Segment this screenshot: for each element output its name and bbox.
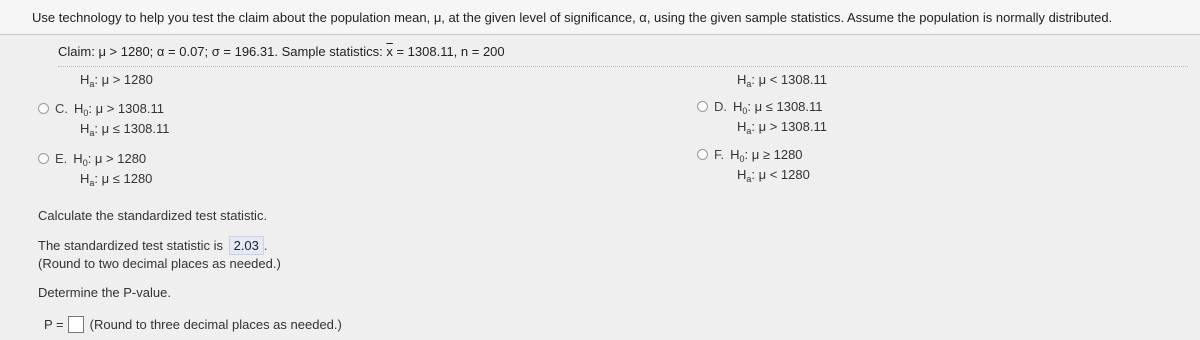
option-d-alt-hypothesis: $H_a$: μ > 1308.11: [737, 119, 827, 136]
option-e-letter: E.: [55, 151, 68, 166]
question-text: Use technology to help you test the claim about the population mean, μ, at the given level of significance, α, using the given sample statistics. Assume the population is normally distributed.: [32, 10, 1113, 25]
option-f-null-hypothesis: $H_0$: μ ≥ 1280: [730, 147, 803, 164]
option-e-radio[interactable]: [38, 153, 49, 164]
option-c-null-hypothesis: $H_0$: μ > 1308.11: [74, 101, 164, 118]
rounding-note-three-decimals: (Round to three decimal places as needed.): [89, 317, 342, 332]
option-c-alt-hypothesis: $H_a$: μ ≤ 1308.11: [80, 121, 170, 138]
option-f-alt-hypothesis: $H_a$: μ < 1280: [737, 167, 810, 184]
option-e-null-hypothesis: $H_0$: μ > 1280: [73, 151, 147, 168]
option-c[interactable]: [38, 101, 164, 116]
option-d-radio[interactable]: [697, 101, 708, 112]
pvalue-input[interactable]: [68, 316, 84, 333]
rounding-note-two-decimals: (Round to two decimal places as needed.): [38, 256, 281, 271]
question-header: [0, 0, 1200, 35]
pvalue-prompt: Determine the P-value.: [38, 285, 171, 300]
test-statistic-suffix: .: [263, 238, 268, 253]
option-c-radio[interactable]: [38, 103, 49, 114]
option-e-alt-hypothesis: $H_a$: μ ≤ 1280: [80, 171, 153, 188]
calc-prompt: Calculate the standardized test statistic.: [38, 208, 268, 223]
test-statistic-prefix: The standardized test statistic is: [38, 238, 227, 253]
option-b-right-alt-hypothesis: $H_a$: μ < 1308.11: [737, 72, 827, 89]
pvalue-row: [44, 316, 342, 333]
option-f-letter: F.: [714, 147, 725, 162]
pvalue-label: P =: [44, 317, 64, 332]
option-f[interactable]: [697, 147, 803, 162]
claim-line: [58, 44, 505, 59]
option-d-letter: D.: [714, 99, 727, 114]
claim-prefix: Claim: μ > 1280; α = 0.07; σ = 196.31. Sample statistics:: [58, 44, 387, 59]
option-d-null-hypothesis: $H_0$: μ ≤ 1308.11: [733, 99, 823, 116]
sample-mean-symbol: $\overline{x}$: [386, 44, 393, 59]
option-c-letter: C.: [55, 101, 68, 116]
test-statistic-answer: 2.03: [229, 236, 264, 255]
option-f-radio[interactable]: [697, 149, 708, 160]
option-e[interactable]: [38, 151, 146, 166]
option-d[interactable]: [697, 99, 823, 114]
test-statistic-result: [38, 236, 268, 255]
option-b-alt-hypothesis: $H_a$: μ > 1280: [80, 72, 153, 89]
divider: [58, 66, 1188, 67]
claim-suffix: = 1308.11, n = 200: [392, 44, 505, 59]
